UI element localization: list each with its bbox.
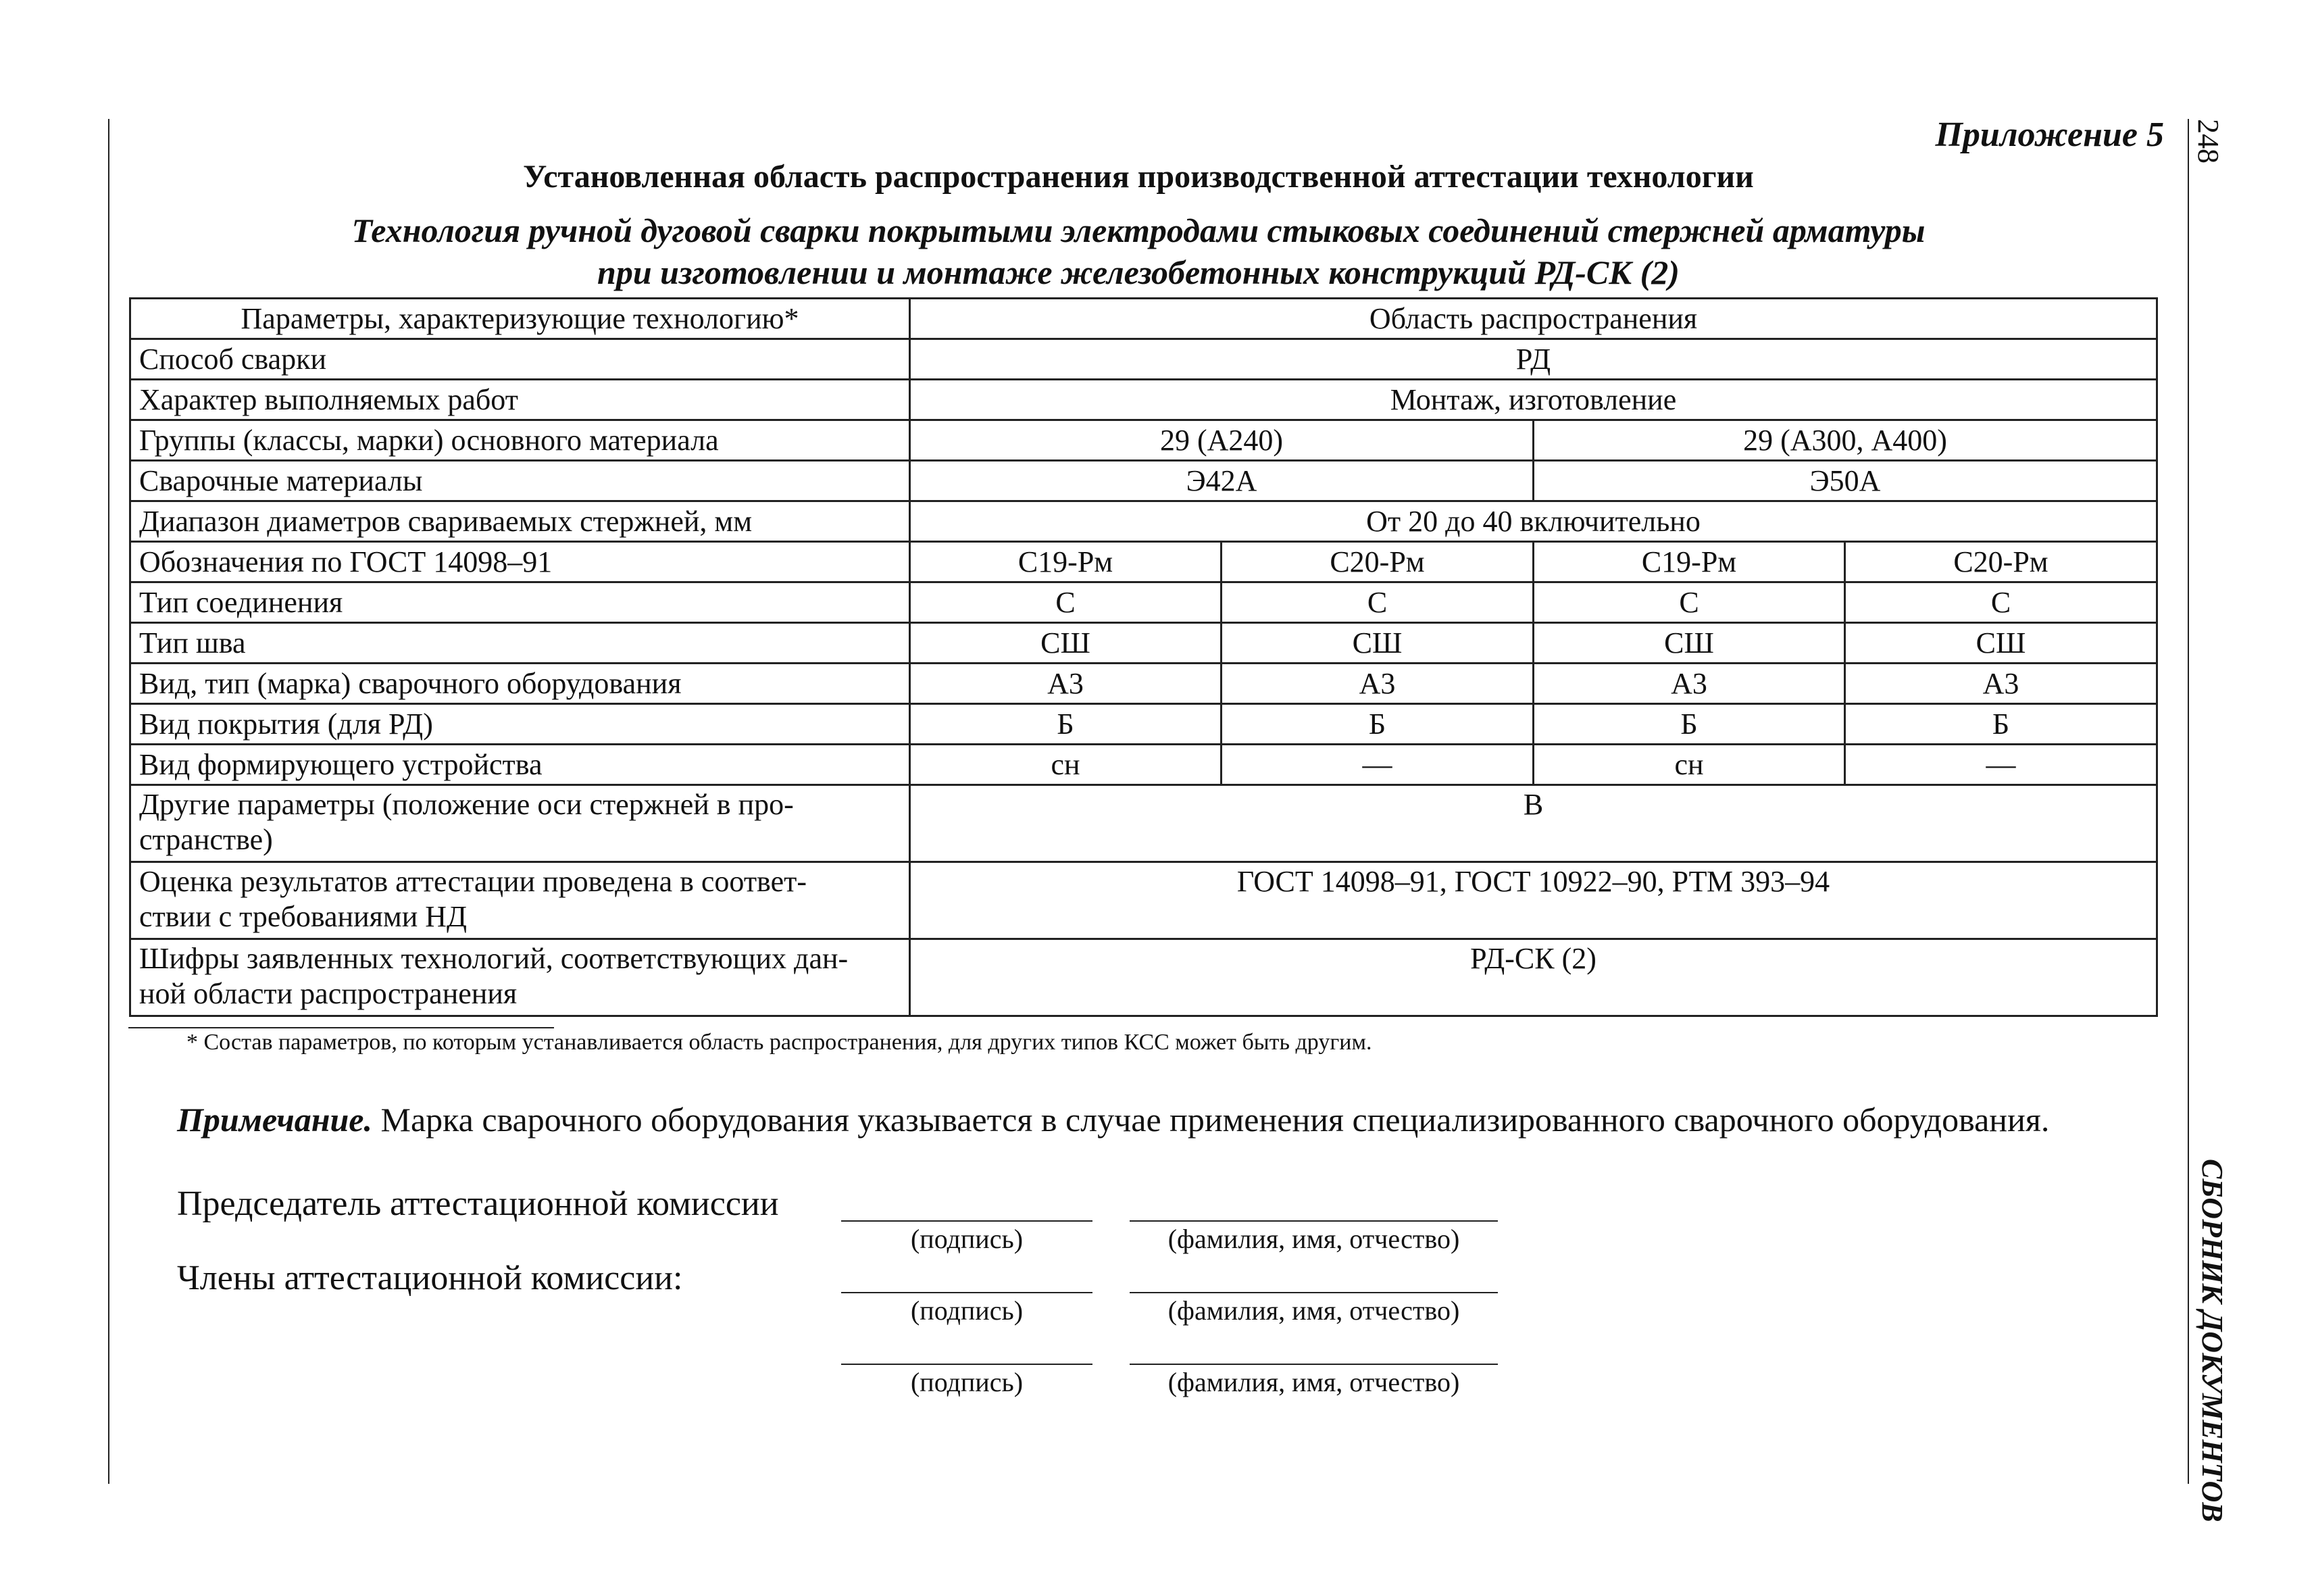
- row-value: СШ: [1222, 623, 1534, 664]
- row-value: Б: [1845, 704, 2157, 745]
- row-label: Характер выполняемых работ: [130, 380, 910, 420]
- row-label: Тип шва: [130, 623, 910, 664]
- row-label: Диапазон диаметров свариваемых стержней, мм: [130, 501, 910, 542]
- member-signature-line: [841, 1364, 1092, 1365]
- table-row: [130, 582, 2157, 623]
- table-row: [130, 380, 2157, 420]
- row-value: сн: [1534, 745, 1845, 785]
- row-label: Способ сварки: [130, 339, 910, 380]
- row-value: В: [910, 785, 2157, 862]
- row-value: СШ: [1534, 623, 1845, 664]
- row-label-line: Оценка результатов аттестации проведена в соответ-: [139, 865, 807, 898]
- row-label-line: Шифры заявленных технологий, соответствующих дан-: [139, 942, 849, 975]
- note-label: Примечание.: [177, 1101, 372, 1139]
- members-label: Члены аттестационной комиссии:: [177, 1259, 683, 1297]
- row-value: Б: [910, 704, 1222, 745]
- row-value: РД-СК (2): [910, 939, 2157, 1016]
- row-label: Группы (классы, марки) основного материала: [130, 420, 910, 461]
- header-scope: Область распространения: [910, 299, 2157, 339]
- row-value: С19-Рм: [1534, 542, 1845, 582]
- row-label: [130, 862, 910, 939]
- row-label: Тип соединения: [130, 582, 910, 623]
- row-label-line: странстве): [139, 823, 273, 856]
- row-value: С: [1845, 582, 2157, 623]
- parameters-table: [129, 297, 2158, 1017]
- row-label: Вид покрытия (для РД): [130, 704, 910, 745]
- note-text: Марка сварочного оборудования указывается в случае применения специализированного сварочного оборудования.: [372, 1101, 2050, 1139]
- row-value: А3: [1534, 664, 1845, 704]
- row-value: РД: [910, 339, 2157, 380]
- signature-caption: (подпись): [910, 1367, 1024, 1397]
- row-value: А3: [910, 664, 1222, 704]
- row-value: С: [1534, 582, 1845, 623]
- page-title: Установленная область распространения производственной аттестации технологии: [523, 159, 1754, 195]
- name-caption: (фамилия, имя, отчество): [1167, 1295, 1460, 1326]
- row-value: —: [1845, 745, 2157, 785]
- name-caption: (фамилия, имя, отчество): [1167, 1367, 1460, 1397]
- row-value: С20-Рм: [1845, 542, 2157, 582]
- right-margin-rule: [2188, 119, 2189, 1484]
- row-value: От 20 до 40 включительно: [910, 501, 2157, 542]
- row-value: Б: [1534, 704, 1845, 745]
- name-caption: (фамилия, имя, отчество): [1167, 1224, 1460, 1254]
- note: [177, 1100, 2049, 1139]
- row-value: СШ: [910, 623, 1222, 664]
- table-row: [130, 785, 2157, 862]
- signature-caption: (подпись): [910, 1295, 1024, 1326]
- row-value: СШ: [1845, 623, 2157, 664]
- row-value: —: [1222, 745, 1534, 785]
- header-param: Параметры, характеризующие технологию*: [130, 299, 910, 339]
- row-value: Б: [1222, 704, 1534, 745]
- table-row: [130, 420, 2157, 461]
- table-row: [130, 745, 2157, 785]
- row-value: А3: [1222, 664, 1534, 704]
- row-label: [130, 939, 910, 1016]
- row-value: С: [1222, 582, 1534, 623]
- footnote: * Состав параметров, по которым устанавливается область распространения, для других типов КСС может быть другим.: [186, 1030, 1372, 1055]
- row-value: 29 (А240): [910, 420, 1534, 461]
- chairman-name-line: [1130, 1220, 1498, 1222]
- chairman-signature-line: [841, 1220, 1092, 1222]
- member-name-line: [1130, 1292, 1498, 1293]
- table-row: [130, 664, 2157, 704]
- row-value: сн: [910, 745, 1222, 785]
- table-row: [130, 461, 2157, 501]
- footnote-rule: [128, 1027, 554, 1028]
- subtitle-line-1: Технология ручной дуговой сварки покрытыми электродами стыковых соединений стержней арматуры: [351, 211, 1926, 249]
- table-row: [130, 339, 2157, 380]
- row-label: Обозначения по ГОСТ 14098–91: [130, 542, 910, 582]
- row-value: 29 (А300, А400): [1534, 420, 2157, 461]
- row-value: Э50А: [1534, 461, 2157, 501]
- row-label-line: ствии с требованиями НД: [139, 900, 468, 933]
- row-value: Э42А: [910, 461, 1534, 501]
- side-title: СБОРНИК ДОКУМЕНТОВ: [2196, 1159, 2229, 1522]
- subtitle-line-2: при изготовлении и монтаже железобетонных конструкций РД-СК (2): [597, 253, 1680, 291]
- chairman-label: Председатель аттестационной комиссии: [177, 1184, 779, 1223]
- row-label: Сварочные материалы: [130, 461, 910, 501]
- table-header-row: [130, 299, 2157, 339]
- member-name-line: [1130, 1364, 1498, 1365]
- row-value: А3: [1845, 664, 2157, 704]
- appendix-label: Приложение 5: [1935, 116, 2164, 154]
- row-label: Вид, тип (марка) сварочного оборудования: [130, 664, 910, 704]
- row-label-line: Другие параметры (положение оси стержней в про-: [139, 788, 794, 821]
- signature-caption: (подпись): [910, 1224, 1024, 1254]
- row-value: Монтаж, изготовление: [910, 380, 2157, 420]
- row-label: [130, 785, 910, 862]
- row-label-line: ной области распространения: [139, 977, 518, 1010]
- page-number: 248: [2192, 119, 2225, 164]
- row-value: С19-Рм: [910, 542, 1222, 582]
- row-label: Вид формирующего устройства: [130, 745, 910, 785]
- row-value: С: [910, 582, 1222, 623]
- row-value: ГОСТ 14098–91, ГОСТ 10922–90, РТМ 393–94: [910, 862, 2157, 939]
- table-row: [130, 501, 2157, 542]
- table-row: [130, 623, 2157, 664]
- row-value: С20-Рм: [1222, 542, 1534, 582]
- table-row: [130, 862, 2157, 939]
- member-signature-line: [841, 1292, 1092, 1293]
- left-margin-rule: [108, 119, 109, 1484]
- table-row: [130, 704, 2157, 745]
- table-row: [130, 542, 2157, 582]
- table-row: [130, 939, 2157, 1016]
